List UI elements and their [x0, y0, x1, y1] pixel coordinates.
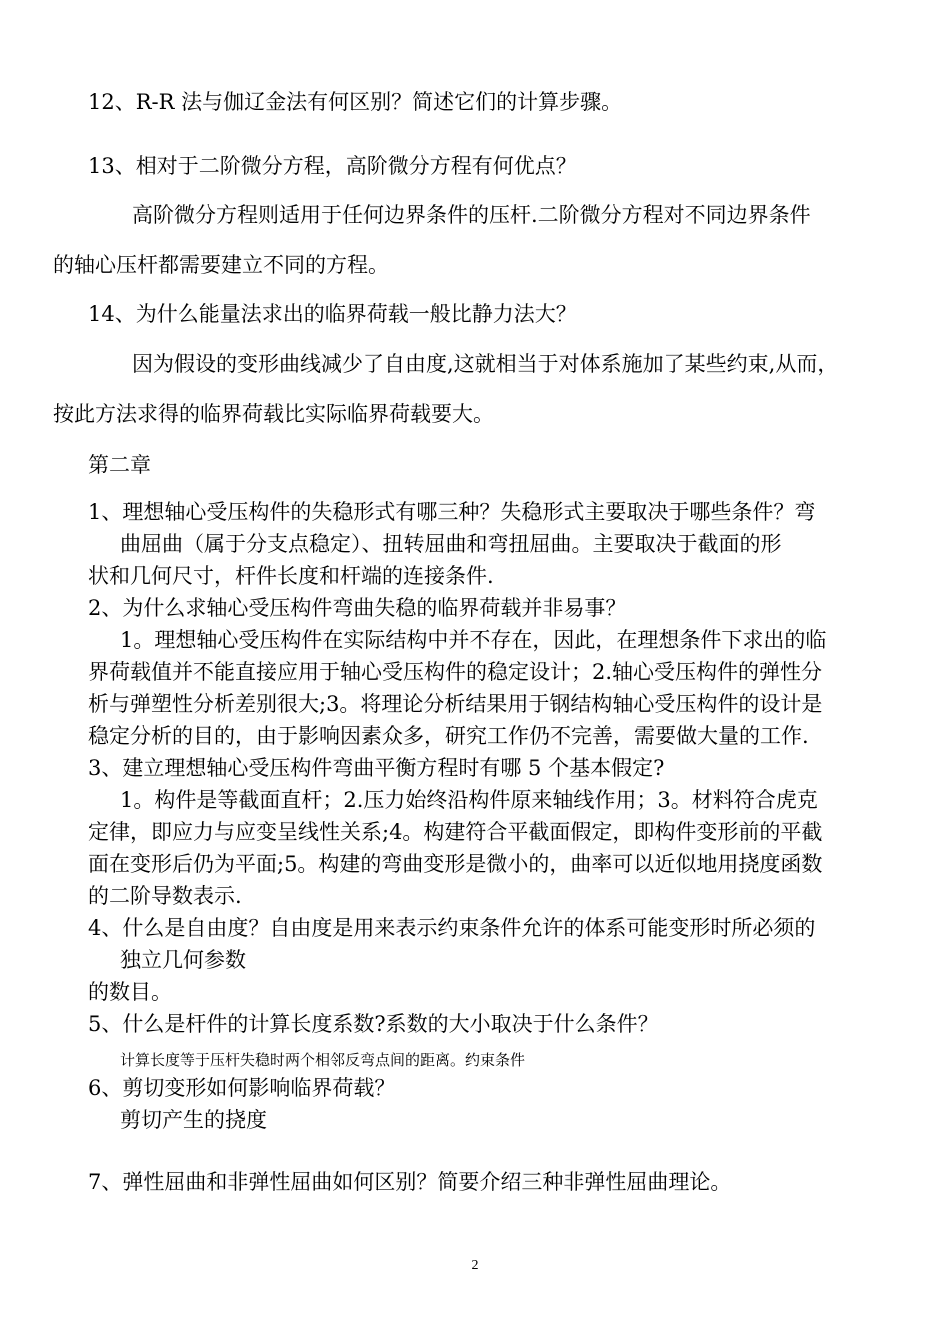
answer-13-line-2: 的轴心压杆都需要建立不同的方程。	[53, 253, 389, 277]
question-2-1: 1、理想轴心受压构件的失稳形式有哪三种？失稳形式主要取决于哪些条件？弯	[88, 500, 816, 524]
question-2-6: 6、剪切变形如何影响临界荷载？	[88, 1076, 396, 1100]
question-13: 13、相对于二阶微分方程，高阶微分方程有何优点？	[88, 154, 577, 178]
answer-2-3-line-1: 1。构件是等截面直杆；2.压力始终沿构件原来轴线作用；3。材料符合虎克	[120, 788, 818, 812]
answer-2-2-line-4: 稳定分析的目的，由于影响因素众多，研究工作仍不完善，需要做大量的工作.	[88, 724, 809, 748]
answer-2-4-line-2: 的数目。	[88, 980, 172, 1004]
answer-2-2-line-2: 界荷载值并不能直接应用于轴心受压构件的稳定设计；2.轴心受压构件的弹性分	[88, 660, 823, 684]
question-2-3: 3、建立理想轴心受压构件弯曲平衡方程时有哪 5 个基本假定?	[88, 756, 665, 780]
answer-14-line-1: 因为假设的变形曲线减少了自由度,这就相当于对体系施加了某些约束,从而，	[132, 352, 839, 376]
answer-2-1-line-2: 状和几何尺寸，杆件长度和杆端的连接条件.	[88, 564, 494, 588]
page-number: 2	[471, 1258, 479, 1273]
answer-2-4-line-1: 独立几何参数	[120, 948, 246, 972]
answer-2-6: 剪切产生的挠度	[120, 1108, 267, 1132]
answer-2-3-line-4: 的二阶导数表示.	[88, 884, 242, 908]
question-2-7: 7、弹性屈曲和非弹性屈曲如何区别？简要介绍三种非弹性屈曲理论。	[88, 1170, 732, 1194]
question-2-2: 2、为什么求轴心受压构件弯曲失稳的临界荷载并非易事？	[88, 596, 627, 620]
question-14: 14、为什么能量法求出的临界荷载一般比静力法大？	[88, 302, 577, 326]
chapter-heading: 第二章	[88, 453, 151, 477]
answer-2-3-line-2: 定律，即应力与应变呈线性关系;4。构建符合平截面假定，即构件变形前的平截	[88, 820, 823, 844]
answer-2-2-line-3: 析与弹塑性分析差别很大;3。将理论分析结果用于钢结构轴心受压构件的设计是	[88, 692, 823, 716]
answer-2-5: 计算长度等于压杆失稳时两个相邻反弯点间的距离。约束条件	[120, 1051, 526, 1069]
answer-2-3-line-3: 面在变形后仍为平面;5。构建的弯曲变形是微小的，曲率可以近似地用挠度函数	[88, 852, 823, 876]
answer-14-line-2: 按此方法求得的临界荷载比实际临界荷载要大。	[53, 402, 494, 426]
question-2-5: 5、什么是杆件的计算长度系数?系数的大小取决于什么条件？	[88, 1012, 659, 1036]
answer-2-2-line-1: 1。理想轴心受压构件在实际结构中并不存在，因此，在理想条件下求出的临	[120, 628, 827, 652]
question-2-4: 4、什么是自由度？自由度是用来表示约束条件允许的体系可能变形时所必须的	[88, 916, 816, 940]
answer-13-line-1: 高阶微分方程则适用于任何边界条件的压杆.二阶微分方程对不同边界条件	[132, 203, 811, 227]
question-12: 12、R-R 法与伽辽金法有何区别？简述它们的计算步骤。	[88, 90, 623, 114]
answer-2-1-line-1: 曲屈曲（属于分支点稳定）、扭转屈曲和弯扭屈曲。主要取决于截面的形	[120, 532, 782, 556]
